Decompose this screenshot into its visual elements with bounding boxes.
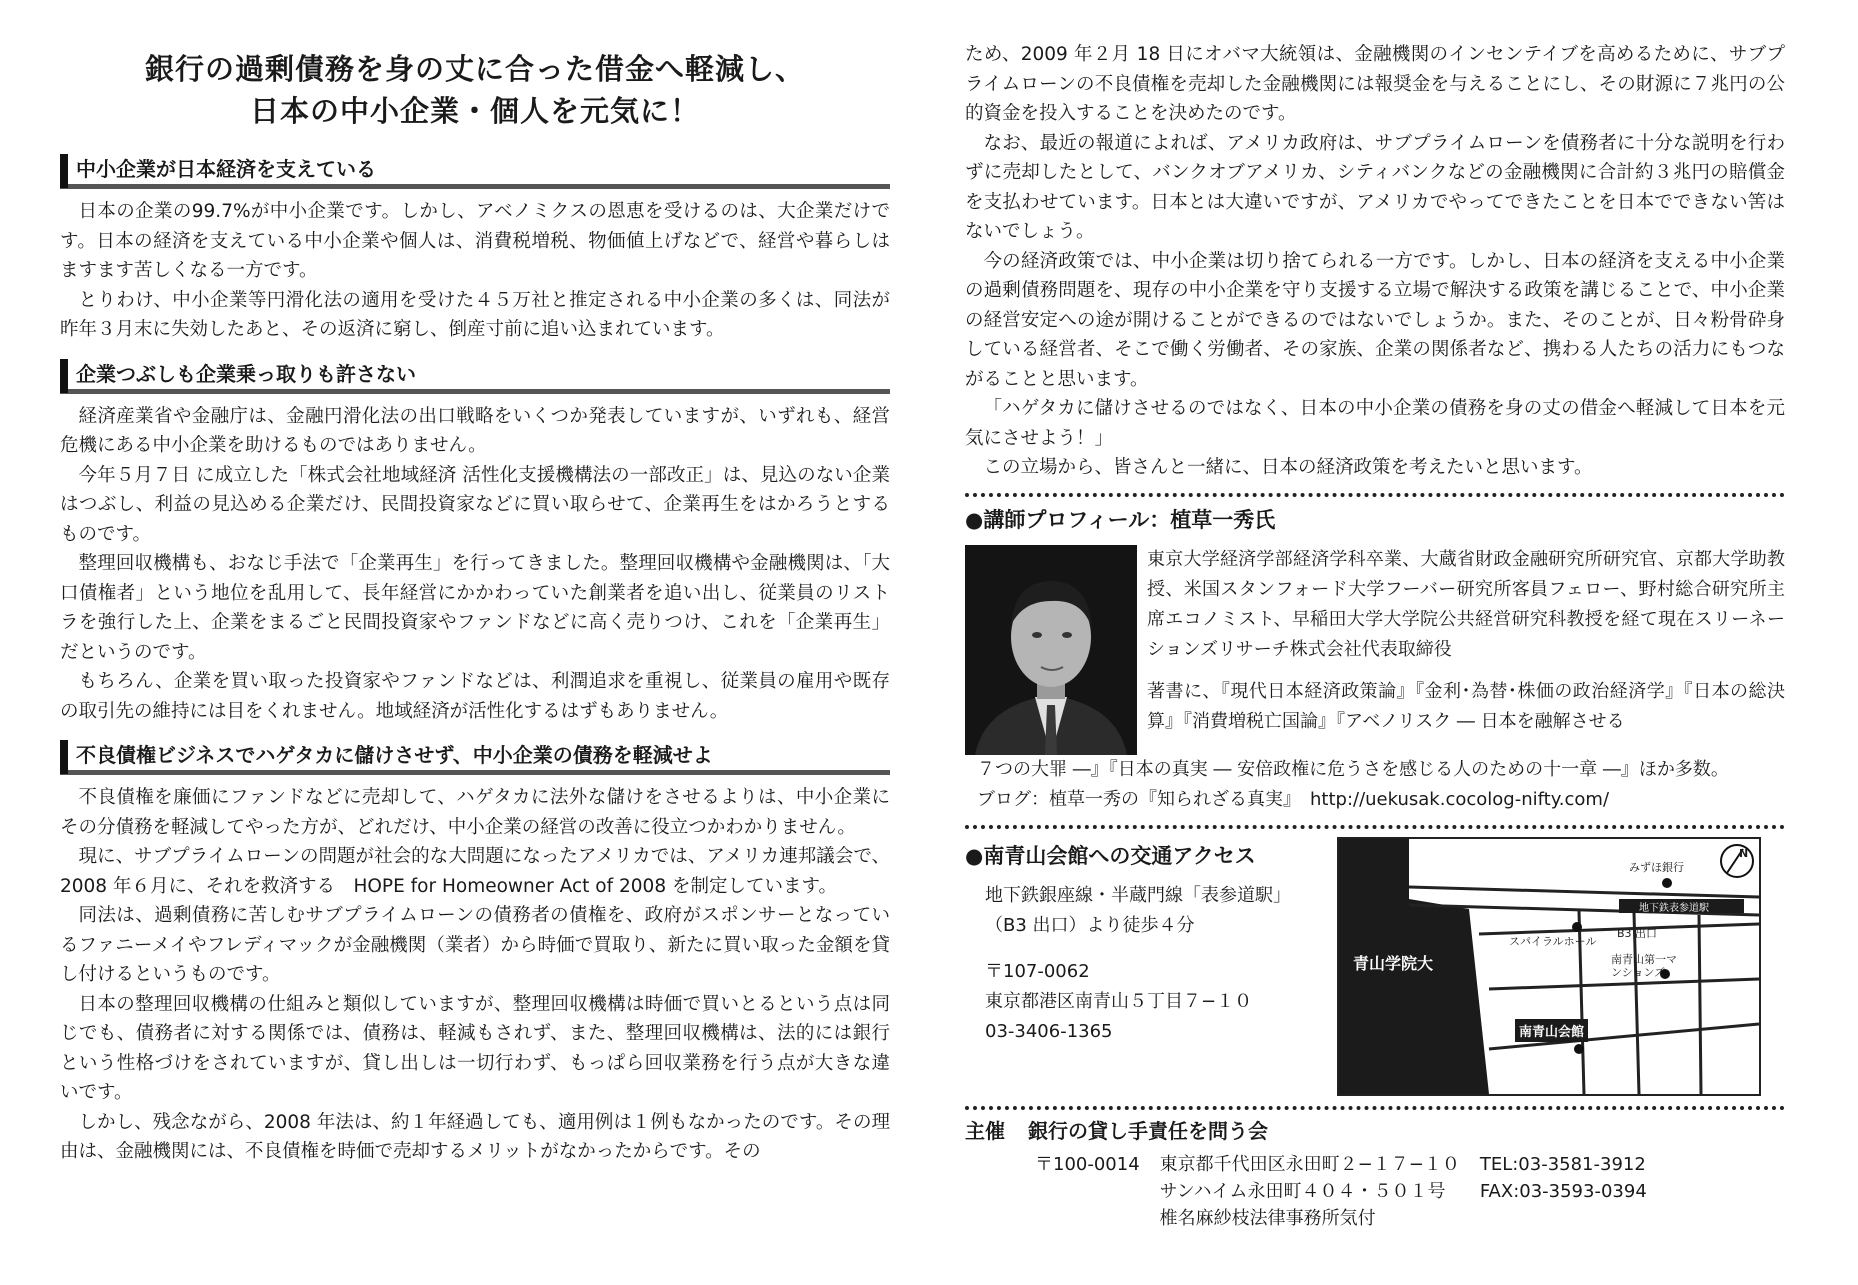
north-icon: N [1739, 846, 1749, 860]
paragraph: 日本の企業の99.7%が中小企業です。しかし、アベノミクスの恩恵を受けるのは、大企業だけです。日本の経済を支えている中小企業や個人は、消費税増税、物価値上げなどで、経営や暮らしはますます苦しくなる一方です。 [60, 201, 890, 281]
paragraph: 整理回収機構も、おなじ手法で「企業再生」を行ってきました。整理回収機構や金融機関は、「大口債権者」という地位を乱用して、長年経営にかかわっていた創業者を追い出し、従業員のリストラを強行した上、企業をまるごと民間投資家やファンドなどに高く売りつけ、これを「企業再生」だというのです。 [60, 553, 890, 663]
sponsor-address-line-2: サンハイム永田町４０４・５０１号 [1159, 1180, 1446, 1202]
map-label-mansion: 南青山第一マンションズ [1611, 952, 1677, 979]
access-address: 東京都港区南青山５丁目７−１０ [985, 990, 1253, 1012]
paragraph: しかし、残念ながら、2008 年法は、約１年経過しても、適用例は１例もなかったのです。その理由は、金融機関には、不良債権を時価で売却するメリットがなかったからです。その [60, 1111, 890, 1162]
access-postal: 〒107-0062 [985, 960, 1090, 982]
divider [965, 493, 1785, 497]
paragraph: 経済産業省や金融庁は、金融円滑化法の出口戦略をいくつか発表していますが、いずれも、経営危機にある中小企業を助けるものではありません。 [60, 405, 890, 456]
profile-blog: ブログ：植草一秀の『知られざる真実』 http://uekusak.cocolog-nifty.com/ [977, 788, 1610, 810]
sponsor-block [965, 1118, 1785, 1232]
section-heading-2: 企業つぶしも企業乗っ取りも許さない [60, 359, 890, 394]
section-heading-3: 不良債権ビジネスでハゲタカに儲けさせず、中小企業の債務を軽減せよ [60, 740, 890, 775]
profile-books: 著書に、『現代日本経済政策論』『金利･為替･株価の政治経済学』『日本の総決算』『消費増税亡国論』『アベノリスク ― 日本を融解させる [1147, 680, 1785, 732]
sponsor-tel: TEL:03-3581-3912 [1479, 1153, 1646, 1175]
sponsor-header [965, 1118, 1785, 1145]
profile-text [1147, 545, 1785, 755]
map-label-spiral: スパイラルホール [1509, 934, 1597, 948]
left-column [60, 40, 890, 1167]
paragraph: 現に、サブプライムローンの問題が社会的な大問題になったアメリカでは、アメリカ連邦議会で、2008 年６月に、それを救済する HOPE for Homeowner Act of 2008 を制定しています。 [60, 846, 890, 897]
access-block [965, 837, 1785, 1096]
profile-books-cont: ７つの大罪 ―』『日本の真実 ― 安倍政権に危うさを感じる人のための十一章 ―』ほか多数。 [977, 758, 1729, 780]
divider [965, 1106, 1785, 1110]
page-title [60, 48, 890, 132]
map-label-university: 青山学院大 [1353, 953, 1434, 973]
paragraph: 今の経済政策では、中小企業は切り捨てられる一方です。しかし、日本の経済を支える中小企業の過剰債務問題を、現存の中小企業を守り支援する立場で解決する政策を講じることで、中小企業の経営安定への途が開けることができるのではないでしょうか。また、そのことが、日々粉骨砕身している経営者、そこで働く労働者、その家族、企業の関係者など、携わる人たちの活力にもつながることと思います。 [965, 250, 1785, 390]
sponsor-address [1160, 1151, 1460, 1232]
access-info [965, 837, 1325, 1096]
paragraph: 日本の整理回収機構の仕組みと類似していますが、整理回収機構は時価で買いとるという点は同じでも、債務者に対する関係では、債務は、軽減もされず、また、整理回収機構は、法的には銀行という性格づけをされていますが、貸し出しは一切行わず、もっぱら回収業務を行う点が大きな違いです。 [60, 993, 890, 1103]
paragraph: もちろん、企業を買い取った投資家やファンドなどは、利潤追求を重視し、従業員の雇用や既存の取引先の維持には目をくれません。地域経済が活性化するはずもありません。 [60, 671, 890, 722]
access-heading: ●南青山会館への交通アクセス [965, 843, 1256, 868]
sponsor-fax: FAX:03-3593-0394 [1479, 1180, 1647, 1202]
sponsor-postal: 〒100-0014 [1035, 1153, 1140, 1175]
sponsor-label: 主催 [965, 1118, 1005, 1143]
sponsor-address-line-3: 椎名麻紗枝法律事務所気付 [1159, 1207, 1376, 1229]
paragraph: 同法は、過剰債務に苦しむサブプライムローンの債務者の債権を、政府がスポンサーとなっているファニーメイやフレディマックが金融機関（業者）から時価で買取り、新たに買い取った金額を貸し付けるというものです。 [60, 905, 890, 985]
paragraph: 不良債権を廉価にファンドなどに売却して、ハゲタカに法外な儲けをさせるよりは、中小企業にその分債務を軽減してやった方が、どれだけ、中小企業の経営の改善に役立つかわかりません。 [60, 787, 890, 838]
profile-block [965, 545, 1785, 755]
section-heading-1: 中小企業が日本経済を支えている [60, 154, 890, 189]
divider [965, 825, 1785, 829]
sponsor-address-block [965, 1151, 1785, 1232]
access-map [1337, 837, 1761, 1096]
sponsor-address-line-1: 東京都千代田区永田町２−１７−１０ [1159, 1153, 1460, 1175]
title-line-1: 銀行の過剰債務を身の丈に合った借金へ軽減し、 [144, 52, 805, 86]
profile-heading: ●講師プロフィール：植草一秀氏 [965, 507, 1276, 532]
map-label-kaikan: 南青山会館 [1515, 1019, 1588, 1042]
paragraph: 「ハゲタカに儲けさせるのではなく、日本の中小企業の債務を身の丈の借金へ軽減して日本を元気にさせよう！」 [965, 398, 1785, 449]
right-column [965, 40, 1785, 1232]
map-label-b3: B3 出口 [1617, 926, 1658, 940]
access-line-1: 地下鉄銀座線・半蔵門線「表参道駅」 [985, 884, 1291, 906]
speaker-photo [965, 545, 1137, 755]
access-line-2: （B3 出口）より徒歩４分 [985, 914, 1195, 936]
access-phone: 03-3406-1365 [985, 1020, 1113, 1042]
paragraph: ため、2009 年２月 18 日にオバマ大統領は、金融機関のインセンテイブを高めるために、サブプライムローンの不良債権を売却した金融機関には報奨金を与えることにし、その財源に７兆円の公的資金を投入することを決めたのです。 [965, 44, 1785, 124]
sponsor-contact [1480, 1151, 1647, 1232]
paragraph: この立場から、皆さんと一緒に、日本の経済政策を考えたいと思います。 [983, 457, 1593, 478]
sponsor-name: 銀行の貸し手責任を問う会 [1027, 1118, 1268, 1143]
paragraph: とりわけ、中小企業等円滑化法の適用を受けた４５万社と推定される中小企業の多くは、同法が昨年３月末に失効したあと、その返済に窮し、倒産寸前に追い込まれています。 [60, 289, 890, 340]
paragraph: 今年５月７日 に成立した「株式会社地域経済 活性化支援機構法の一部改正」は、見込のない企業はつぶし、利益の見込める企業だけ、民間投資家などに買い取らせて、企業再生をはかろうとするものです。 [60, 464, 890, 545]
paragraph: なお、最近の報道によれば、アメリカ政府は、サブプライムローンを債務者に十分な説明を行わずに売却したとして、バンクオブアメリカ、シティバンクなどの金融機関に合計約３兆円の賠償金を支払わせています。日本とは大違いですが、アメリカでやってできたことを日本でできない筈はないでしょう。 [965, 132, 1785, 242]
profile-bio: 東京大学経済学部経済学科卒業、大蔵省財政金融研究所研究官、京都大学助教授、米国スタンフォード大学フーバー研究所客員フェロー、野村総合研究所主席エコノミスト、早稲田大学大学院公共経営研究科教授を経て現在スリーネーションズリサーチ株式会社代表取締役 [1147, 548, 1785, 660]
title-line-2: 日本の中小企業・個人を元気に！ [249, 94, 700, 128]
map-label-mizuho: みずほ銀行 [1629, 860, 1684, 874]
map-label-station: 地下鉄表参道駅 [1639, 902, 1709, 914]
